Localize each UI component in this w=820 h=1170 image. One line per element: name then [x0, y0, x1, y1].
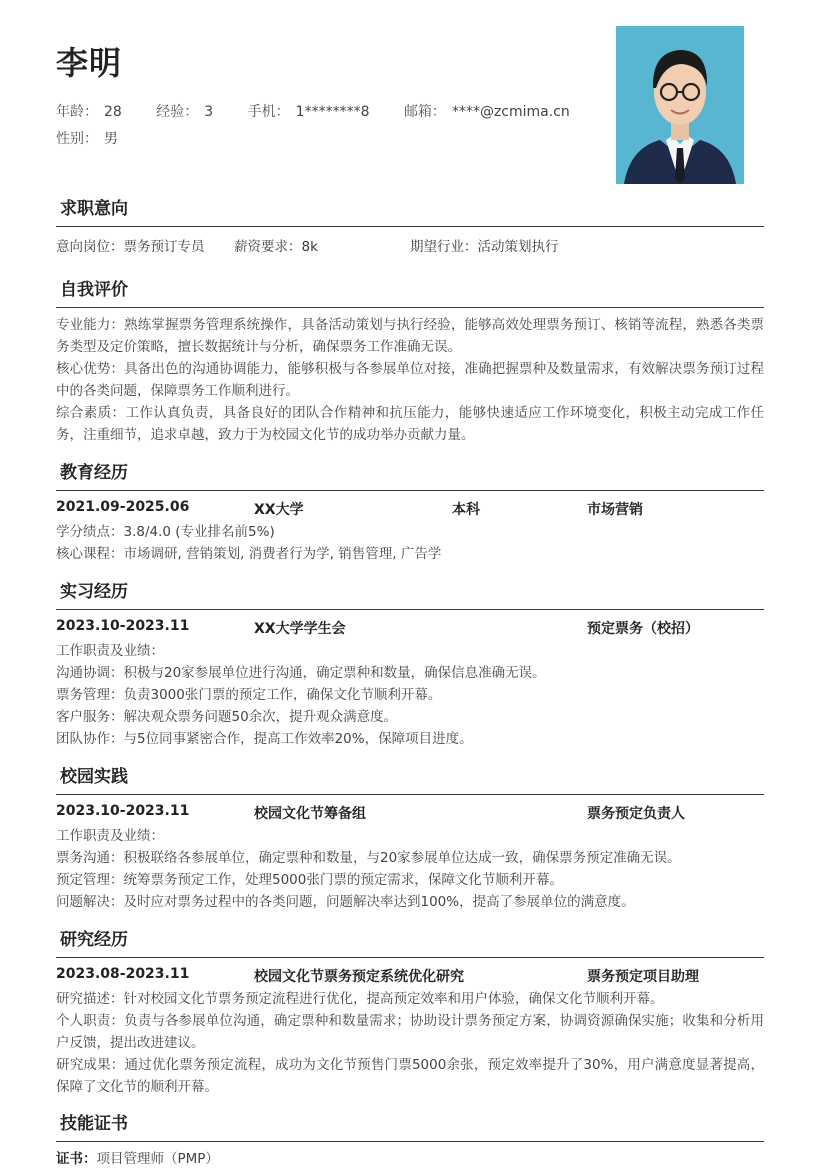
- certificate-value: 项目管理师（PMP）: [96, 1151, 219, 1167]
- phone-item: 手机： 1********8: [247, 104, 370, 120]
- research-detail: 研究描述：针对校园文化节票务预定流程进行优化，提高预定效率和用户体验，确保文化节顺利开幕。: [56, 991, 664, 1007]
- self-evaluation-section: [56, 279, 764, 446]
- self-eval-paragraph: 综合素质：工作认真负责，具备良好的团队合作精神和抗压能力，能够快速适应工作环境变化，积极主动完成工作任务，注重细节，追求卓越，致力于为校园文化节的成功举办贡献力量。: [56, 405, 764, 443]
- basic-info-row-2: [56, 128, 148, 148]
- internship-detail: 客户服务：解决观众票务问题50余次，提升观众满意度。: [56, 709, 398, 725]
- internship-detail: 沟通协调：积极与20家参展单位进行沟通，确定票种和数量，确保信息准确无误。: [56, 665, 546, 681]
- campus-org: 校园文化节筹备组: [254, 806, 366, 822]
- campus-detail: 预定管理：统筹票务预定工作，处理5000张门票的预定需求，保障文化节顺利开幕。: [56, 872, 563, 888]
- intent-position: 意向岗位：票务预订专员: [56, 239, 205, 255]
- section-title: 求职意向: [56, 198, 764, 227]
- section-title: 实习经历: [56, 581, 764, 610]
- section-title: 自我评价: [56, 279, 764, 308]
- intent-row: [56, 235, 764, 257]
- campus-detail: 问题解决：及时应对票务过程中的各类问题，问题解决率达到100%，提高了参展单位的满意度。: [56, 894, 635, 910]
- internship-role: 预定票务（校招）: [587, 621, 699, 637]
- research-detail: 个人职责：负责与各参展单位沟通，确定票种和数量需求；协助设计票务预定方案，协调资源确保实施；收集和分析用户反馈，提出改进建议。: [56, 1013, 764, 1051]
- certificate-label: 证书：: [56, 1151, 97, 1167]
- internship-header-row: [56, 618, 764, 640]
- skills-section: [56, 1113, 764, 1170]
- campus-detail: 票务沟通：积极联络各参展单位，确定票种和数量，与20家参展单位达成一致，确保票务预定准确无误。: [56, 850, 681, 866]
- campus-header-row: [56, 803, 764, 825]
- job-intent-section: [56, 198, 764, 257]
- education-detail: 学分绩点：3.8/4.0 (专业排名前5%): [56, 524, 275, 540]
- profile-photo: [616, 26, 744, 184]
- self-evaluation-body: [56, 314, 764, 446]
- education-detail: 核心课程：市场调研, 营销策划, 消费者行为学, 销售管理, 广告学: [56, 546, 442, 562]
- education-school: XX大学: [254, 502, 304, 518]
- age-item: 年龄： 28: [56, 104, 122, 120]
- education-period: 2021.09-2025.06: [56, 499, 190, 515]
- self-eval-paragraph: 专业能力：熟练掌握票务管理系统操作，具备活动策划与执行经验，能够高效处理票务预订、核销等流程，熟悉各类票务类型及定价策略，擅长数据统计与分析，确保票务工作准确无误。: [56, 317, 764, 355]
- research-role: 票务预定项目助理: [587, 969, 699, 985]
- section-title: 校园实践: [56, 766, 764, 795]
- campus-role: 票务预定负责人: [587, 806, 685, 822]
- research-detail: 研究成果：通过优化票务预定流程，成功为文化节预售门票5000余张，预定效率提升了30%，用户满意度显著提高，保障了文化节的顺利开幕。: [56, 1057, 764, 1095]
- certificate-row: [56, 1148, 764, 1170]
- self-eval-paragraph: 核心优势：具备出色的沟通协调能力，能够积极与各参展单位对接，准确把握票种及数量需求，有效解决票务预订过程中的各类问题，保障票务工作顺利进行。: [56, 361, 764, 399]
- intent-industry: 期望行业：活动策划执行: [410, 239, 559, 255]
- email-item: 邮箱： ****@zcmima.cn: [403, 104, 570, 120]
- research-header-row: [56, 966, 764, 988]
- experience-item: 经验： 3: [156, 104, 214, 120]
- internship-section: [56, 581, 764, 750]
- campus-practice-section: [56, 766, 764, 913]
- education-major: 市场营销: [587, 502, 643, 518]
- internship-detail: 工作职责及业绩：: [56, 643, 164, 659]
- section-title: 研究经历: [56, 929, 764, 958]
- education-section: [56, 462, 764, 565]
- research-period: 2023.08-2023.11: [56, 966, 190, 982]
- candidate-name: 李明: [56, 44, 123, 82]
- basic-info-row-1: [56, 101, 600, 121]
- section-title: 技能证书: [56, 1113, 764, 1142]
- internship-org: XX大学学生会: [254, 621, 346, 637]
- internship-period: 2023.10-2023.11: [56, 618, 190, 634]
- education-header-row: [56, 499, 764, 521]
- research-section: [56, 929, 764, 1098]
- education-degree: 本科: [452, 502, 480, 518]
- internship-detail: 团队协作：与5位同事紧密合作，提高工作效率20%，保障项目进度。: [56, 731, 473, 747]
- gender-item: 性别： 男: [56, 131, 118, 147]
- portrait-illustration: [616, 26, 744, 184]
- research-project: 校园文化节票务预定系统优化研究: [254, 969, 464, 985]
- campus-period: 2023.10-2023.11: [56, 803, 190, 819]
- intent-salary: 薪资要求：8k: [234, 239, 318, 255]
- internship-detail: 票务管理：负责3000张门票的预定工作，确保文化节顺利开幕。: [56, 687, 442, 703]
- campus-detail: 工作职责及业绩：: [56, 828, 164, 844]
- section-title: 教育经历: [56, 462, 764, 491]
